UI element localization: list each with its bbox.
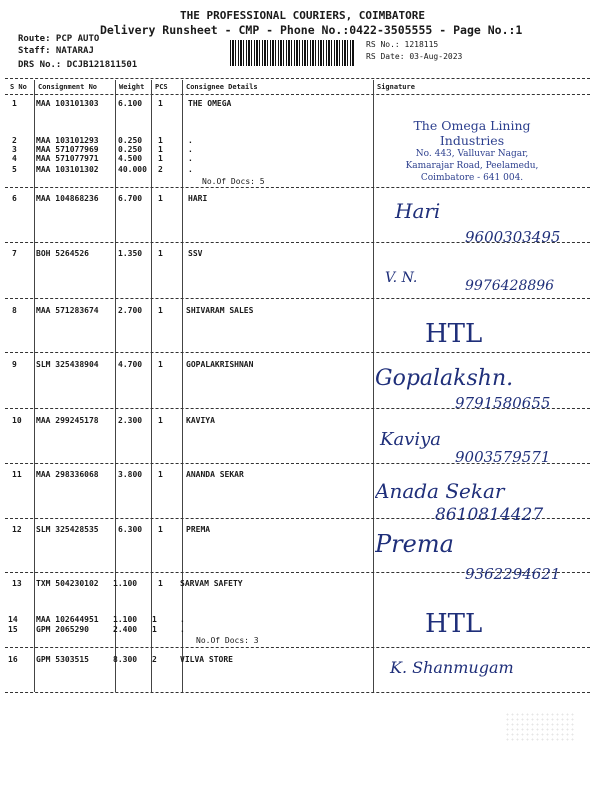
row-consignee: KAVIYA xyxy=(186,416,215,425)
row-consignee: GOPALAKRISHNAN xyxy=(186,360,254,369)
row-consignment: GPM 5303515 xyxy=(36,655,89,664)
signature-ssv: V. N. xyxy=(385,270,418,286)
signature-ananda: Anada Sekar xyxy=(375,479,505,503)
signature-prema: Prema xyxy=(375,530,454,558)
row-sno: 10 xyxy=(12,416,22,425)
row-consignment: BOH 5264526 xyxy=(36,249,89,258)
row-consignee: SARVAM SAFETY xyxy=(180,579,243,588)
row-sno: 15 xyxy=(8,625,18,634)
row-sno: 5 xyxy=(12,165,17,174)
phone-ssv: 9976428896 xyxy=(465,278,555,294)
row-consignment: MAA 102644951 xyxy=(36,615,99,624)
row-consignee: ANANDA SEKAR xyxy=(186,470,244,479)
row-consignee: . xyxy=(188,154,193,163)
row-consignment: MAA 103101303 xyxy=(36,99,99,108)
signature-column xyxy=(375,190,595,690)
row-weight: 40.000 xyxy=(118,165,147,174)
row-consignee: VILVA STORE xyxy=(180,655,233,664)
row-sno: 1 xyxy=(12,99,17,108)
col-weight: Weight xyxy=(119,83,145,91)
row-sno: 11 xyxy=(12,470,22,479)
row-pcs: 1 xyxy=(152,615,157,624)
row-consignment: MAA 298336068 xyxy=(36,470,99,479)
row-sno: 6 xyxy=(12,194,17,203)
route-label: Route: PCP AUTO xyxy=(18,34,100,44)
barcode xyxy=(230,40,355,66)
signature-vilva: K. Shanmugam xyxy=(390,658,514,677)
row-sno: 2 xyxy=(12,136,17,145)
row-consignee: THE OMEGA xyxy=(188,99,232,108)
phone-ananda: 8610814427 xyxy=(435,505,544,525)
doc-count: No.Of Docs: 3 xyxy=(196,636,259,645)
table-top-rule xyxy=(5,78,590,79)
row-weight: 6.100 xyxy=(118,99,143,108)
signature-shivaram: HTL xyxy=(425,319,483,349)
row-pcs: 1 xyxy=(158,470,163,479)
signature-sarvam: HTL xyxy=(425,609,483,639)
row-weight: 0.250 xyxy=(118,145,143,154)
row-consignment: TXM 504230102 xyxy=(36,579,99,588)
row-consignment: MAA 571283674 xyxy=(36,306,99,315)
row-pcs: 2 xyxy=(152,655,157,664)
row-consignee: HARI xyxy=(188,194,208,203)
row-weight: 3.800 xyxy=(118,470,143,479)
col-consignee: Consignee Details xyxy=(186,83,258,91)
row-weight: 2.400 xyxy=(113,625,138,634)
column-divider xyxy=(34,80,35,692)
row-consignment: MAA 103101293 xyxy=(36,136,99,145)
row-consignment: MAA 571077971 xyxy=(36,154,99,163)
scan-smudge xyxy=(505,712,575,742)
row-weight: 2.300 xyxy=(118,416,143,425)
row-pcs: 1 xyxy=(158,194,163,203)
row-sno: 9 xyxy=(12,360,17,369)
runsheet-subtitle: Delivery Runsheet - CMP - Phone No.:0422-3505555 - Page No.:1 xyxy=(100,23,523,37)
row-consignment: SLM 325428535 xyxy=(36,525,99,534)
column-divider xyxy=(182,80,183,692)
row-sno: 13 xyxy=(12,579,22,588)
row-separator xyxy=(5,187,590,188)
row-sno: 12 xyxy=(12,525,22,534)
row-consignee: . xyxy=(180,625,185,634)
col-signature: Signature xyxy=(377,83,415,91)
row-consignment: MAA 104868236 xyxy=(36,194,99,203)
row-pcs: 1 xyxy=(158,145,163,154)
column-divider xyxy=(151,80,152,692)
row-weight: 4.700 xyxy=(118,360,143,369)
row-consignment: SLM 325438904 xyxy=(36,360,99,369)
row-pcs: 1 xyxy=(152,625,157,634)
row-pcs: 1 xyxy=(158,306,163,315)
row-consignee: PREMA xyxy=(186,525,211,534)
row-sno: 3 xyxy=(12,145,17,154)
row-sno: 4 xyxy=(12,154,17,163)
row-pcs: 2 xyxy=(158,165,163,174)
row-pcs: 1 xyxy=(158,136,163,145)
row-pcs: 1 xyxy=(158,360,163,369)
row-sno: 16 xyxy=(8,655,18,664)
doc-count: No.Of Docs: 5 xyxy=(202,177,265,186)
col-sno: S No xyxy=(10,83,27,91)
col-pcs: PCS xyxy=(155,83,168,91)
row-pcs: 1 xyxy=(158,525,163,534)
company-title: THE PROFESSIONAL COURIERS, COIMBATORE xyxy=(180,9,426,22)
row-weight: 8.300 xyxy=(113,655,138,664)
signature-gopalakrishnan: Gopalakshn. xyxy=(375,366,514,391)
row-pcs: 1 xyxy=(158,416,163,425)
row-weight: 0.250 xyxy=(118,136,143,145)
stamp-address-3: Coimbatore - 641 004. xyxy=(420,173,524,183)
phone-gopalakrishnan: 9791580655 xyxy=(455,394,551,412)
table-header-rule xyxy=(5,94,590,95)
company-stamp xyxy=(382,118,562,184)
row-pcs: 1 xyxy=(158,99,163,108)
row-weight: 6.700 xyxy=(118,194,143,203)
row-consignee: . xyxy=(188,145,193,154)
row-consignee: . xyxy=(180,615,185,624)
column-divider xyxy=(115,80,116,692)
row-weight: 1.100 xyxy=(113,579,138,588)
rs-number: RS No.: 1218115 xyxy=(366,40,439,49)
row-consignment: GPM 2065290 xyxy=(36,625,89,634)
row-pcs: 1 xyxy=(158,154,163,163)
phone-kaviya: 9003579571 xyxy=(455,448,551,466)
row-sno: 8 xyxy=(12,306,17,315)
column-divider xyxy=(373,80,374,692)
stamp-address-1: No. 443, Valluvar Nagar, xyxy=(415,149,529,159)
row-weight: 1.100 xyxy=(113,615,138,624)
row-consignment: MAA 571077969 xyxy=(36,145,99,154)
signature-kaviya: Kaviya xyxy=(380,429,442,450)
row-consignment: MAA 299245178 xyxy=(36,416,99,425)
rs-date: RS Date: 03-Aug-2023 xyxy=(366,52,463,61)
staff-label: Staff: NATARAJ xyxy=(18,46,94,56)
row-consignee: SSV xyxy=(188,249,203,258)
row-consignee: . xyxy=(188,165,193,174)
row-weight: 1.350 xyxy=(118,249,143,258)
stamp-address-2: Kamarajar Road, Peelamedu, xyxy=(405,161,539,171)
drs-number: DRS No.: DCJB121811501 xyxy=(18,60,138,70)
row-weight: 4.500 xyxy=(118,154,143,163)
row-consignee: SHIVARAM SALES xyxy=(186,306,254,315)
row-consignment: MAA 103101302 xyxy=(36,165,99,174)
row-pcs: 1 xyxy=(158,249,163,258)
row-weight: 6.300 xyxy=(118,525,143,534)
row-sno: 7 xyxy=(12,249,17,258)
row-weight: 2.700 xyxy=(118,306,143,315)
signature-hari: Hari xyxy=(395,199,441,223)
row-sno: 14 xyxy=(8,615,18,624)
row-consignee: . xyxy=(188,136,193,145)
stamp-company: The Omega Lining Industries xyxy=(413,118,531,148)
col-consignment: Consignment No xyxy=(38,83,98,91)
phone-hari: 9600303495 xyxy=(465,228,561,246)
row-pcs: 1 xyxy=(158,579,163,588)
table-bottom-rule xyxy=(5,692,590,693)
phone-prema: 9362294621 xyxy=(465,565,561,583)
